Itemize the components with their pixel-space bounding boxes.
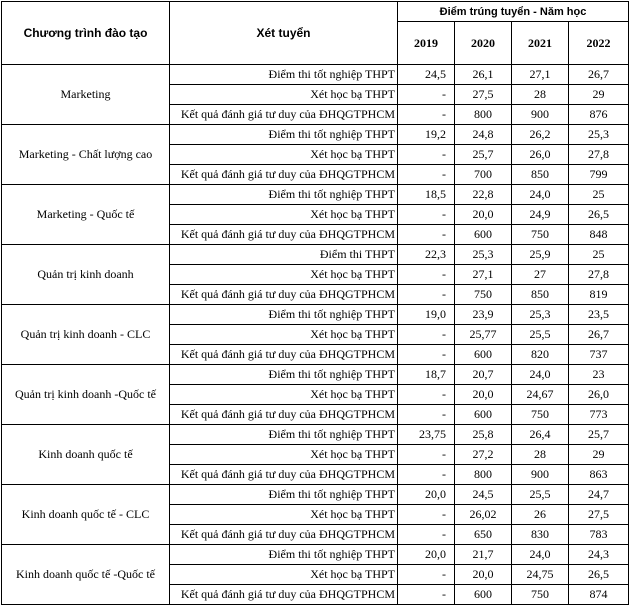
score-cell: 800 (455, 105, 512, 125)
score-cell: 26,0 (512, 145, 569, 165)
score-cell: 24,75 (512, 565, 569, 585)
score-cell: - (398, 565, 455, 585)
table-row (2, 125, 629, 145)
score-cell: 26,0 (569, 385, 629, 405)
score-cell: 22,8 (455, 185, 512, 205)
program-name: Kinh doanh quốc tế (2, 425, 170, 485)
table-row (2, 365, 629, 385)
score-cell: 874 (569, 585, 629, 605)
score-cell: 27,1 (512, 65, 569, 85)
score-cell: 18,5 (398, 185, 455, 205)
admission-method: Kết quả đánh giá tư duy của ĐHQGTPHCM (170, 225, 398, 245)
score-cell: 20,0 (455, 565, 512, 585)
score-cell: 848 (569, 225, 629, 245)
admission-method: Điểm thi tốt nghiệp THPT (170, 185, 398, 205)
admission-method: Xét học bạ THPT (170, 445, 398, 465)
score-cell: 24,0 (512, 545, 569, 565)
score-cell: - (398, 205, 455, 225)
program-name: Quản trị kinh doanh (2, 245, 170, 305)
admission-method: Xét học bạ THPT (170, 505, 398, 525)
score-cell: 27,8 (569, 145, 629, 165)
table-row (2, 245, 629, 265)
admission-scores-table (1, 1, 629, 605)
score-cell: 23,75 (398, 425, 455, 445)
admission-method: Kết quả đánh giá tư duy của ĐHQGTPHCM (170, 525, 398, 545)
score-cell: 23 (569, 365, 629, 385)
score-cell: 750 (512, 405, 569, 425)
score-cell: 25,7 (455, 145, 512, 165)
score-cell: 22,3 (398, 245, 455, 265)
program-name: Quản trị kinh doanh -Quốc tế (2, 365, 170, 425)
score-cell: 25,77 (455, 325, 512, 345)
score-cell: 24,5 (398, 65, 455, 85)
score-cell: 25,5 (512, 325, 569, 345)
header-method: Xét tuyển (170, 2, 398, 65)
score-cell: 20,0 (398, 485, 455, 505)
score-cell: 900 (512, 105, 569, 125)
score-cell: 783 (569, 525, 629, 545)
admission-method: Kết quả đánh giá tư duy của ĐHQGTPHCM (170, 465, 398, 485)
score-cell: 24,8 (455, 125, 512, 145)
score-cell: - (398, 145, 455, 165)
program-name: Quản trị kinh doanh - CLC (2, 305, 170, 365)
admission-method: Xét học bạ THPT (170, 385, 398, 405)
admission-method: Xét học bạ THPT (170, 85, 398, 105)
score-cell: 800 (455, 465, 512, 485)
admission-method: Kết quả đánh giá tư duy của ĐHQGTPHCM (170, 285, 398, 305)
score-cell: 28 (512, 445, 569, 465)
score-cell: - (398, 165, 455, 185)
score-cell: 20,7 (455, 365, 512, 385)
program-name: Marketing - Chất lượng cao (2, 125, 170, 185)
score-cell: 28 (512, 85, 569, 105)
score-cell: - (398, 85, 455, 105)
score-cell: 18,7 (398, 365, 455, 385)
score-cell: 23,5 (569, 305, 629, 325)
score-cell: 26,5 (569, 205, 629, 225)
table-row (2, 65, 629, 85)
score-cell: 750 (512, 225, 569, 245)
score-cell: 600 (455, 585, 512, 605)
score-cell: 20,0 (455, 205, 512, 225)
header-year-2022: 2022 (569, 22, 629, 65)
score-cell: 21,7 (455, 545, 512, 565)
header-program: Chương trình đào tạo (2, 2, 170, 65)
score-cell: 27,2 (455, 445, 512, 465)
table-row (2, 305, 629, 325)
score-cell: 600 (455, 345, 512, 365)
score-cell: 863 (569, 465, 629, 485)
score-cell: 29 (569, 85, 629, 105)
score-cell: 26,7 (569, 325, 629, 345)
admission-method: Xét học bạ THPT (170, 325, 398, 345)
score-cell: 830 (512, 525, 569, 545)
score-cell: 773 (569, 405, 629, 425)
score-cell: - (398, 385, 455, 405)
program-name: Kinh doanh quốc tế - CLC (2, 485, 170, 545)
score-cell: - (398, 525, 455, 545)
score-cell: 600 (455, 405, 512, 425)
score-cell: - (398, 345, 455, 365)
score-cell: - (398, 405, 455, 425)
admission-method: Điểm thi tốt nghiệp THPT (170, 65, 398, 85)
score-cell: 26,1 (455, 65, 512, 85)
score-cell: 26,4 (512, 425, 569, 445)
admission-method: Điểm thi THPT (170, 245, 398, 265)
score-cell: 19,0 (398, 305, 455, 325)
score-cell: - (398, 325, 455, 345)
score-cell: 26 (512, 505, 569, 525)
score-cell: 25 (569, 245, 629, 265)
score-cell: 25,8 (455, 425, 512, 445)
admission-method: Kết quả đánh giá tư duy của ĐHQGTPHCM (170, 405, 398, 425)
score-cell: 27,5 (455, 85, 512, 105)
score-cell: 819 (569, 285, 629, 305)
score-cell: 25,5 (512, 485, 569, 505)
score-cell: 820 (512, 345, 569, 365)
score-cell: - (398, 225, 455, 245)
admission-method: Điểm thi tốt nghiệp THPT (170, 125, 398, 145)
score-cell: - (398, 505, 455, 525)
score-cell: 750 (455, 285, 512, 305)
admission-method: Xét học bạ THPT (170, 265, 398, 285)
score-cell: 850 (512, 165, 569, 185)
score-cell: 25,3 (569, 125, 629, 145)
score-cell: 750 (512, 585, 569, 605)
admission-method: Xét học bạ THPT (170, 565, 398, 585)
admission-method: Điểm thi tốt nghiệp THPT (170, 425, 398, 445)
score-cell: 25,3 (512, 305, 569, 325)
score-cell: 19,2 (398, 125, 455, 145)
score-cell: 737 (569, 345, 629, 365)
score-cell: 24,0 (512, 365, 569, 385)
score-cell: 876 (569, 105, 629, 125)
score-cell: 799 (569, 165, 629, 185)
admission-method: Kết quả đánh giá tư duy của ĐHQGTPHCM (170, 165, 398, 185)
table-row (2, 485, 629, 505)
admission-method: Điểm thi tốt nghiệp THPT (170, 365, 398, 385)
score-cell: 27,1 (455, 265, 512, 285)
score-cell: 24,3 (569, 545, 629, 565)
score-cell: 25,7 (569, 425, 629, 445)
score-cell: - (398, 465, 455, 485)
score-cell: - (398, 265, 455, 285)
score-cell: 24,9 (512, 205, 569, 225)
admission-method: Điểm thi tốt nghiệp THPT (170, 485, 398, 505)
program-name: Marketing (2, 65, 170, 125)
admission-method: Điểm thi tốt nghiệp THPT (170, 545, 398, 565)
header-score-group: Điểm trúng tuyển - Năm học (398, 2, 629, 22)
score-cell: 29 (569, 445, 629, 465)
table-row (2, 545, 629, 565)
score-cell: - (398, 445, 455, 465)
score-cell: 20,0 (398, 545, 455, 565)
header-year-2019: 2019 (398, 22, 455, 65)
table-body (2, 65, 629, 605)
admission-method: Xét học bạ THPT (170, 205, 398, 225)
admission-method: Kết quả đánh giá tư duy của ĐHQGTPHCM (170, 345, 398, 365)
score-cell: 27,5 (569, 505, 629, 525)
score-cell: 26,02 (455, 505, 512, 525)
score-cell: 650 (455, 525, 512, 545)
score-cell: 700 (455, 165, 512, 185)
score-cell: 25,3 (455, 245, 512, 265)
score-cell: 23,9 (455, 305, 512, 325)
score-cell: 24,5 (455, 485, 512, 505)
header-year-2021: 2021 (512, 22, 569, 65)
score-cell: 24,7 (569, 485, 629, 505)
table-row (2, 185, 629, 205)
score-cell: 25,9 (512, 245, 569, 265)
score-cell: 26,2 (512, 125, 569, 145)
admission-method: Điểm thi tốt nghiệp THPT (170, 305, 398, 325)
score-cell: - (398, 105, 455, 125)
program-name: Kinh doanh quốc tế -Quốc tế (2, 545, 170, 605)
score-cell: 26,5 (569, 565, 629, 585)
score-cell: 900 (512, 465, 569, 485)
header-year-2020: 2020 (455, 22, 512, 65)
score-cell: 27,8 (569, 265, 629, 285)
score-cell: 26,7 (569, 65, 629, 85)
score-cell: 25 (569, 185, 629, 205)
admission-method: Kết quả đánh giá tư duy của ĐHQGTPHCM (170, 105, 398, 125)
score-cell: 20,0 (455, 385, 512, 405)
table-row (2, 425, 629, 445)
score-cell: - (398, 585, 455, 605)
score-cell: - (398, 285, 455, 305)
score-cell: 24,67 (512, 385, 569, 405)
program-name: Marketing - Quốc tế (2, 185, 170, 245)
admission-method: Xét học bạ THPT (170, 145, 398, 165)
score-cell: 600 (455, 225, 512, 245)
score-cell: 24,0 (512, 185, 569, 205)
score-cell: 27 (512, 265, 569, 285)
score-cell: 850 (512, 285, 569, 305)
admission-method: Kết quả đánh giá tư duy của ĐHQGTPHCM (170, 585, 398, 605)
